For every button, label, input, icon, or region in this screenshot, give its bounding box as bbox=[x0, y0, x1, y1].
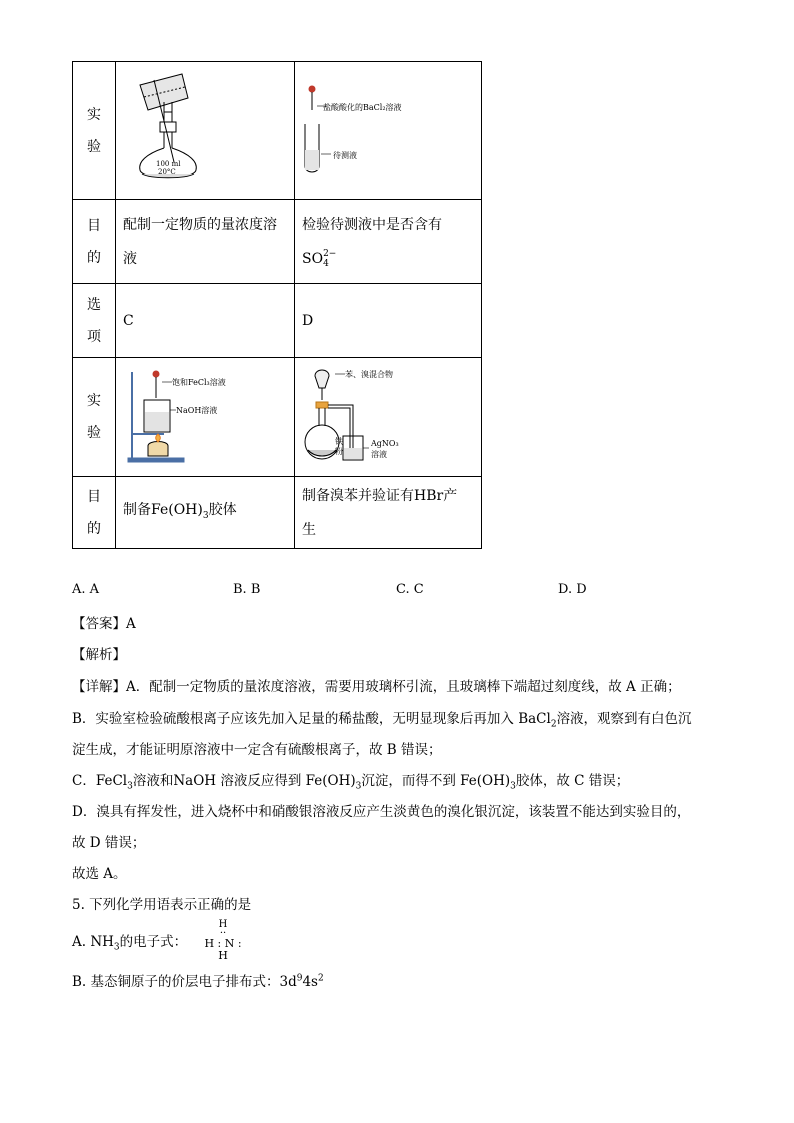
detail-c-1: C．FeCl bbox=[72, 773, 128, 789]
row-label-option bbox=[73, 284, 116, 358]
q5-a-post: 的电子式： bbox=[119, 934, 188, 950]
figure-c-cell bbox=[116, 358, 295, 477]
nh3-electron-structure bbox=[198, 920, 248, 962]
naoh-label: NaOH溶液 bbox=[176, 406, 218, 415]
purpose-c-post: 胶体 bbox=[208, 501, 237, 518]
figure-a-cell bbox=[116, 62, 295, 200]
detail-b-line2: 淀生成，才能证明原溶液中一定含有硫酸根离子，故 B 错误； bbox=[72, 742, 442, 758]
label-char: 验 bbox=[87, 138, 101, 155]
purpose-a-line2: 液 bbox=[123, 250, 137, 267]
nh3-top-h: H bbox=[218, 919, 228, 930]
option-d[interactable]: D. D bbox=[558, 582, 587, 597]
q5-b-sup1: 9 bbox=[296, 973, 303, 984]
q5-b-mid: 4s bbox=[302, 974, 318, 990]
flask-temp-label: 20°C bbox=[158, 168, 176, 176]
answer-line bbox=[72, 612, 136, 632]
q5-b-pre: B. 基态铜原子的价层电子排布式：3d bbox=[72, 974, 297, 990]
row-label-experiment bbox=[73, 62, 116, 200]
option-a[interactable]: A. A bbox=[72, 582, 100, 597]
label-char: 验 bbox=[87, 425, 101, 441]
q5-a-pre: A. NH bbox=[72, 934, 114, 950]
row-label-purpose-2 bbox=[73, 477, 116, 549]
q5-option-a[interactable] bbox=[72, 930, 187, 953]
detail-b-sub: 2 bbox=[550, 719, 557, 730]
conclusion: 故选 A。 bbox=[72, 866, 127, 882]
formula-main: SO bbox=[302, 250, 324, 267]
agno3-label: AgNO₃ bbox=[371, 439, 399, 448]
experiment-table bbox=[72, 61, 482, 549]
detail-c-4: 胶体，故 C 错误； bbox=[515, 773, 630, 789]
purpose-c-sub: 3 bbox=[202, 510, 209, 521]
detail-c-3sub: 3 bbox=[510, 781, 516, 792]
option-d-header: D bbox=[295, 284, 482, 358]
detail-a: A．配制一定物质的量浓度溶液，需要用玻璃杯引流，且玻璃棒下端超过刻度线，故 A 正确； bbox=[126, 679, 681, 695]
colloid-prep-figure bbox=[116, 358, 294, 472]
detail-c-2: 溶液和NaOH 溶液反应得到 Fe(OH) bbox=[132, 773, 356, 789]
benzene-bromine-label: 苯、溴混合物 bbox=[345, 370, 393, 379]
label-char: 的 bbox=[87, 249, 101, 266]
row-label-experiment-2 bbox=[73, 358, 116, 477]
q5-option-b[interactable] bbox=[72, 970, 324, 990]
detail-c-line bbox=[72, 769, 629, 792]
figure-b-cell bbox=[295, 62, 482, 200]
row-label-purpose bbox=[73, 200, 116, 284]
option-b[interactable]: B. B bbox=[233, 582, 261, 597]
detail-b-post: 溶液，观察到有白色沉 bbox=[556, 711, 692, 727]
detail-c-2sub: 3 bbox=[355, 781, 362, 792]
purpose-d-line1: 制备溴苯并验证有HBr产 bbox=[302, 487, 458, 504]
iron-label-1: 铁 bbox=[335, 437, 343, 446]
flask-volume-label: 100 ml bbox=[156, 160, 181, 168]
fecl3-label: 饱和FeCl₃溶液 bbox=[172, 378, 226, 387]
nh3-mid: H : N : H bbox=[204, 937, 242, 962]
label-char: 实 bbox=[87, 106, 101, 123]
iron-label-2: 粉 bbox=[335, 447, 343, 456]
q5-a-sub: 3 bbox=[113, 942, 120, 953]
detail-b-line1 bbox=[72, 707, 692, 730]
label-char: 目 bbox=[87, 488, 101, 505]
label-char: 目 bbox=[87, 217, 101, 234]
option-c-header: C bbox=[116, 284, 295, 358]
nh3-dots: ·· bbox=[219, 928, 227, 939]
detail-d-line1: D．溴具有挥发性，进入烧杯中和硝酸银溶液反应产生淡黄色的溴化银沉淀，该装置不能达到实验目的， bbox=[72, 804, 691, 820]
bacl2-label: 盐酸酸化的BaCl₂溶液 bbox=[323, 103, 402, 112]
detail-c-1sub: 3 bbox=[127, 781, 133, 792]
option-c[interactable]: C. C bbox=[396, 582, 424, 597]
q5-b-sup2: 2 bbox=[318, 973, 324, 984]
purpose-a-line1: 配制一定物质的量浓度溶 bbox=[123, 216, 277, 233]
analysis-tag: 【解析】 bbox=[72, 647, 126, 663]
detail-tag: 【详解】 bbox=[72, 679, 126, 695]
purpose-a bbox=[116, 200, 295, 284]
purpose-c bbox=[116, 477, 295, 549]
volumetric-flask-figure bbox=[116, 62, 294, 195]
detail-b-pre: B．实验室检验硫酸根离子应该先加入足量的稀盐酸，无明显现象后再加入 BaCl bbox=[72, 711, 551, 727]
label-char: 实 bbox=[87, 393, 101, 409]
figure-d-cell bbox=[295, 358, 482, 477]
detail-c-3: 沉淀，而得不到 Fe(OH) bbox=[361, 773, 511, 789]
purpose-d bbox=[295, 477, 482, 549]
label-char: 的 bbox=[87, 520, 101, 537]
answer-tag: 【答案】 bbox=[72, 616, 126, 632]
test-tube-figure bbox=[295, 62, 481, 195]
purpose-c-pre: 制备Fe(OH) bbox=[123, 501, 203, 518]
label-char: 选 bbox=[87, 296, 101, 313]
sample-label: 待测液 bbox=[333, 151, 357, 160]
question-5-title: 5. 下列化学用语表示正确的是 bbox=[72, 897, 252, 913]
bromobenzene-figure bbox=[295, 358, 481, 472]
purpose-b-line1: 检验待测液中是否含有 bbox=[302, 216, 442, 233]
detail-a-line bbox=[72, 675, 681, 695]
formula-sub: 4 bbox=[323, 258, 329, 269]
detail-d-line2: 故 D 错误； bbox=[72, 835, 146, 851]
sulfate-formula bbox=[302, 242, 481, 276]
answer-value: A bbox=[126, 616, 136, 632]
purpose-b bbox=[295, 200, 482, 284]
solution-label: 溶液 bbox=[371, 450, 387, 459]
label-char: 项 bbox=[87, 328, 101, 345]
formula-sup: 2− bbox=[323, 248, 337, 259]
purpose-d-line2: 生 bbox=[302, 521, 316, 538]
